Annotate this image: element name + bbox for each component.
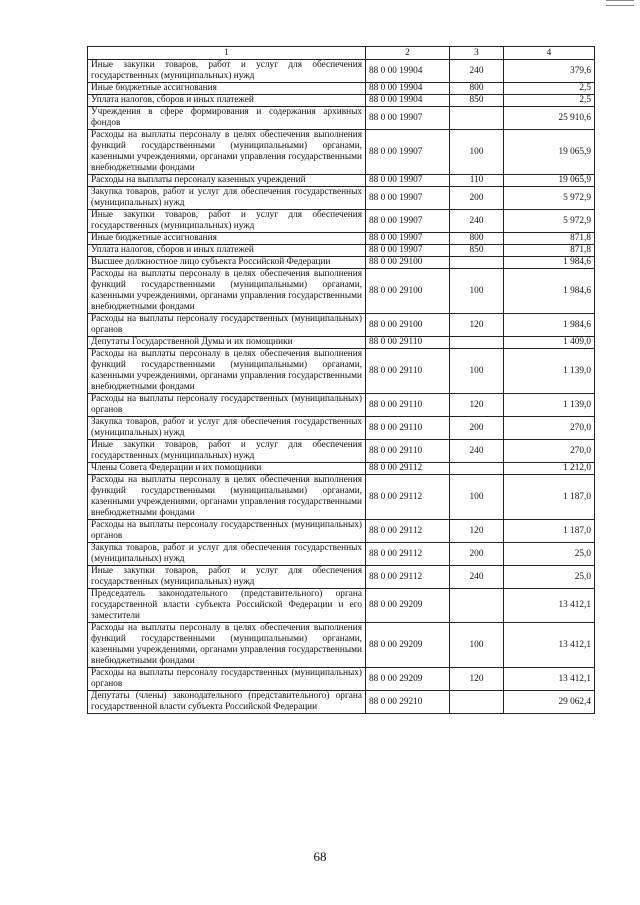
- row-amount-cell: 5 972,9: [504, 187, 595, 210]
- row-code-cell: 88 0 00 29210: [366, 691, 450, 714]
- row-code-cell: 88 0 00 19904: [366, 60, 450, 83]
- row-code-cell: 88 0 00 29110: [366, 417, 450, 440]
- row-amount-cell: 13 412,1: [504, 668, 595, 691]
- table-row: [88, 269, 595, 314]
- row-amount-cell: 270,0: [504, 417, 595, 440]
- row-expense-type-cell: 100: [450, 349, 504, 394]
- row-amount-cell: 19 065,9: [504, 175, 595, 187]
- table-row: [88, 668, 595, 691]
- row-expense-type-cell: 120: [450, 520, 504, 543]
- table-row: [88, 175, 595, 187]
- row-expense-type-cell: 240: [450, 440, 504, 463]
- row-name-cell: Иные закупки товаров, работ и услуг для обеспечения государственных (муниципальных) нужд: [88, 566, 366, 589]
- table-row: [88, 440, 595, 463]
- row-expense-type-cell: [450, 691, 504, 714]
- row-amount-cell: 871,8: [504, 245, 595, 257]
- table-header-row: [88, 47, 595, 60]
- row-expense-type-cell: 850: [450, 95, 504, 107]
- row-name-cell: Высшее должностное лицо субъекта Российской Федерации: [88, 257, 366, 269]
- row-amount-cell: 871,8: [504, 233, 595, 245]
- table-row: [88, 107, 595, 130]
- row-code-cell: 88 0 00 29112: [366, 463, 450, 475]
- row-amount-cell: 379,6: [504, 60, 595, 83]
- row-name-cell: Депутаты Государственной Думы и их помощники: [88, 337, 366, 349]
- row-expense-type-cell: 200: [450, 543, 504, 566]
- row-name-cell: Расходы на выплаты персоналу государственных (муниципальных) органов: [88, 314, 366, 337]
- row-amount-cell: 270,0: [504, 440, 595, 463]
- row-expense-type-cell: 110: [450, 175, 504, 187]
- row-expense-type-cell: 240: [450, 210, 504, 233]
- table-row: [88, 463, 595, 475]
- row-code-cell: 88 0 00 19907: [366, 210, 450, 233]
- row-expense-type-cell: [450, 107, 504, 130]
- row-name-cell: Расходы на выплаты персоналу государственных (муниципальных) органов: [88, 520, 366, 543]
- row-name-cell: Расходы на выплаты персоналу казенных учреждений: [88, 175, 366, 187]
- row-expense-type-cell: 200: [450, 187, 504, 210]
- row-name-cell: Иные бюджетные ассигнования: [88, 83, 366, 95]
- row-name-cell: Расходы на выплаты персоналу в целях обеспечения выполнения функций государственными (муниципальными) органами, казенными учреждениями, органами управления государственными внебюджетными фондами: [88, 623, 366, 668]
- row-amount-cell: 29 062,4: [504, 691, 595, 714]
- row-name-cell: Закупка товаров, работ и услуг для обеспечения государственных (муниципальных) нужд: [88, 187, 366, 210]
- row-expense-type-cell: 100: [450, 623, 504, 668]
- row-code-cell: 88 0 00 29100: [366, 257, 450, 269]
- table-body: [88, 60, 595, 714]
- row-code-cell: 88 0 00 29100: [366, 314, 450, 337]
- row-name-cell: Закупка товаров, работ и услуг для обеспечения государственных (муниципальных) нужд: [88, 543, 366, 566]
- row-name-cell: Расходы на выплаты персоналу государственных (муниципальных) органов: [88, 394, 366, 417]
- row-expense-type-cell: [450, 463, 504, 475]
- table-row: [88, 130, 595, 175]
- row-amount-cell: 1 409,0: [504, 337, 595, 349]
- row-code-cell: 88 0 00 29209: [366, 668, 450, 691]
- row-code-cell: 88 0 00 29100: [366, 269, 450, 314]
- row-expense-type-cell: [450, 337, 504, 349]
- row-name-cell: Иные закупки товаров, работ и услуг для обеспечения государственных (муниципальных) нужд: [88, 60, 366, 83]
- table-row: [88, 520, 595, 543]
- table-row: [88, 691, 595, 714]
- table-row: [88, 245, 595, 257]
- header-col-1: 1: [88, 47, 366, 60]
- row-expense-type-cell: [450, 257, 504, 269]
- row-code-cell: 88 0 00 19907: [366, 130, 450, 175]
- row-amount-cell: 25,0: [504, 566, 595, 589]
- row-code-cell: 88 0 00 19907: [366, 233, 450, 245]
- table-row: [88, 566, 595, 589]
- row-expense-type-cell: 200: [450, 417, 504, 440]
- row-name-cell: Уплата налогов, сборов и иных платежей: [88, 245, 366, 257]
- row-amount-cell: 2,5: [504, 83, 595, 95]
- row-expense-type-cell: 800: [450, 233, 504, 245]
- row-name-cell: Закупка товаров, работ и услуг для обеспечения государственных (муниципальных) нужд: [88, 417, 366, 440]
- row-name-cell: Расходы на выплаты персоналу в целях обеспечения выполнения функций государственными (муниципальными) органами, казенными учреждениями, органами управления государственными внебюджетными фондами: [88, 269, 366, 314]
- row-name-cell: Иные закупки товаров, работ и услуг для обеспечения государственных (муниципальных) нужд: [88, 440, 366, 463]
- row-name-cell: Расходы на выплаты персоналу в целях обеспечения выполнения функций государственными (муниципальными) органами, казенными учреждениями, органами управления государственными внебюджетными фондами: [88, 475, 366, 520]
- header-col-3: 3: [450, 47, 504, 60]
- row-code-cell: 88 0 00 29110: [366, 440, 450, 463]
- row-amount-cell: 19 065,9: [504, 130, 595, 175]
- row-amount-cell: 25,0: [504, 543, 595, 566]
- row-name-cell: Уплата налогов, сборов и иных платежей: [88, 95, 366, 107]
- table-row: [88, 543, 595, 566]
- row-code-cell: 88 0 00 19907: [366, 175, 450, 187]
- table-row: [88, 187, 595, 210]
- row-code-cell: 88 0 00 29209: [366, 589, 450, 623]
- row-amount-cell: 1 984,6: [504, 314, 595, 337]
- table-row: [88, 95, 595, 107]
- row-amount-cell: 13 412,1: [504, 623, 595, 668]
- row-expense-type-cell: 800: [450, 83, 504, 95]
- scan-corner-mark: [606, 0, 634, 6]
- table-row: [88, 623, 595, 668]
- row-amount-cell: 5 972,9: [504, 210, 595, 233]
- table-row: [88, 417, 595, 440]
- row-code-cell: 88 0 00 29110: [366, 349, 450, 394]
- row-expense-type-cell: 240: [450, 60, 504, 83]
- row-amount-cell: 1 212,0: [504, 463, 595, 475]
- row-code-cell: 88 0 00 19907: [366, 107, 450, 130]
- table-row: [88, 475, 595, 520]
- row-expense-type-cell: 850: [450, 245, 504, 257]
- row-name-cell: Расходы на выплаты персоналу в целях обеспечения выполнения функций государственными (муниципальными) органами, казенными учреждениями, органами управления государственными внебюджетными фондами: [88, 349, 366, 394]
- row-code-cell: 88 0 00 19904: [366, 83, 450, 95]
- row-amount-cell: 25 910,6: [504, 107, 595, 130]
- row-amount-cell: 1 984,6: [504, 257, 595, 269]
- row-name-cell: Члены Совета Федерации и их помощники: [88, 463, 366, 475]
- table-row: [88, 83, 595, 95]
- row-expense-type-cell: 120: [450, 668, 504, 691]
- row-amount-cell: 1 187,0: [504, 475, 595, 520]
- row-amount-cell: 1 984,6: [504, 269, 595, 314]
- row-code-cell: 88 0 00 29110: [366, 394, 450, 417]
- table-row: [88, 349, 595, 394]
- page-number: 68: [313, 849, 327, 864]
- row-amount-cell: 1 139,0: [504, 349, 595, 394]
- table-row: [88, 337, 595, 349]
- table-row: [88, 233, 595, 245]
- row-expense-type-cell: 240: [450, 566, 504, 589]
- row-code-cell: 88 0 00 19907: [366, 245, 450, 257]
- row-code-cell: 88 0 00 29110: [366, 337, 450, 349]
- row-name-cell: Иные бюджетные ассигнования: [88, 233, 366, 245]
- row-name-cell: Председатель законодательного (представительного) органа государственной власти субъекта Российской Федерации и его заместители: [88, 589, 366, 623]
- row-expense-type-cell: 100: [450, 475, 504, 520]
- row-amount-cell: 1 139,0: [504, 394, 595, 417]
- row-amount-cell: 2,5: [504, 95, 595, 107]
- header-col-2: 2: [366, 47, 450, 60]
- row-amount-cell: 13 412,1: [504, 589, 595, 623]
- row-expense-type-cell: [450, 589, 504, 623]
- row-code-cell: 88 0 00 19907: [366, 187, 450, 210]
- row-name-cell: Депутаты (члены) законодательного (представительного) органа государственной власти субъекта Российской Федерации: [88, 691, 366, 714]
- row-code-cell: 88 0 00 29209: [366, 623, 450, 668]
- row-name-cell: Расходы на выплаты персоналу в целях обеспечения выполнения функций государственными (муниципальными) органами, казенными учреждениями, органами управления государственными внебюджетными фондами: [88, 130, 366, 175]
- row-expense-type-cell: 120: [450, 314, 504, 337]
- table-row: [88, 60, 595, 83]
- row-code-cell: 88 0 00 29112: [366, 520, 450, 543]
- row-amount-cell: 1 187,0: [504, 520, 595, 543]
- row-expense-type-cell: 120: [450, 394, 504, 417]
- row-expense-type-cell: 100: [450, 269, 504, 314]
- budget-table: [87, 46, 595, 714]
- table-row: [88, 589, 595, 623]
- header-col-4: 4: [504, 47, 595, 60]
- table-row: [88, 314, 595, 337]
- row-expense-type-cell: 100: [450, 130, 504, 175]
- row-name-cell: Расходы на выплаты персоналу государственных (муниципальных) органов: [88, 668, 366, 691]
- row-name-cell: Иные закупки товаров, работ и услуг для обеспечения государственных (муниципальных) нужд: [88, 210, 366, 233]
- table-row: [88, 257, 595, 269]
- row-code-cell: 88 0 00 19904: [366, 95, 450, 107]
- row-code-cell: 88 0 00 29112: [366, 543, 450, 566]
- row-code-cell: 88 0 00 29112: [366, 475, 450, 520]
- table-row: [88, 210, 595, 233]
- row-name-cell: Учреждения в сфере формирования и содержания архивных фондов: [88, 107, 366, 130]
- table-row: [88, 394, 595, 417]
- row-code-cell: 88 0 00 29112: [366, 566, 450, 589]
